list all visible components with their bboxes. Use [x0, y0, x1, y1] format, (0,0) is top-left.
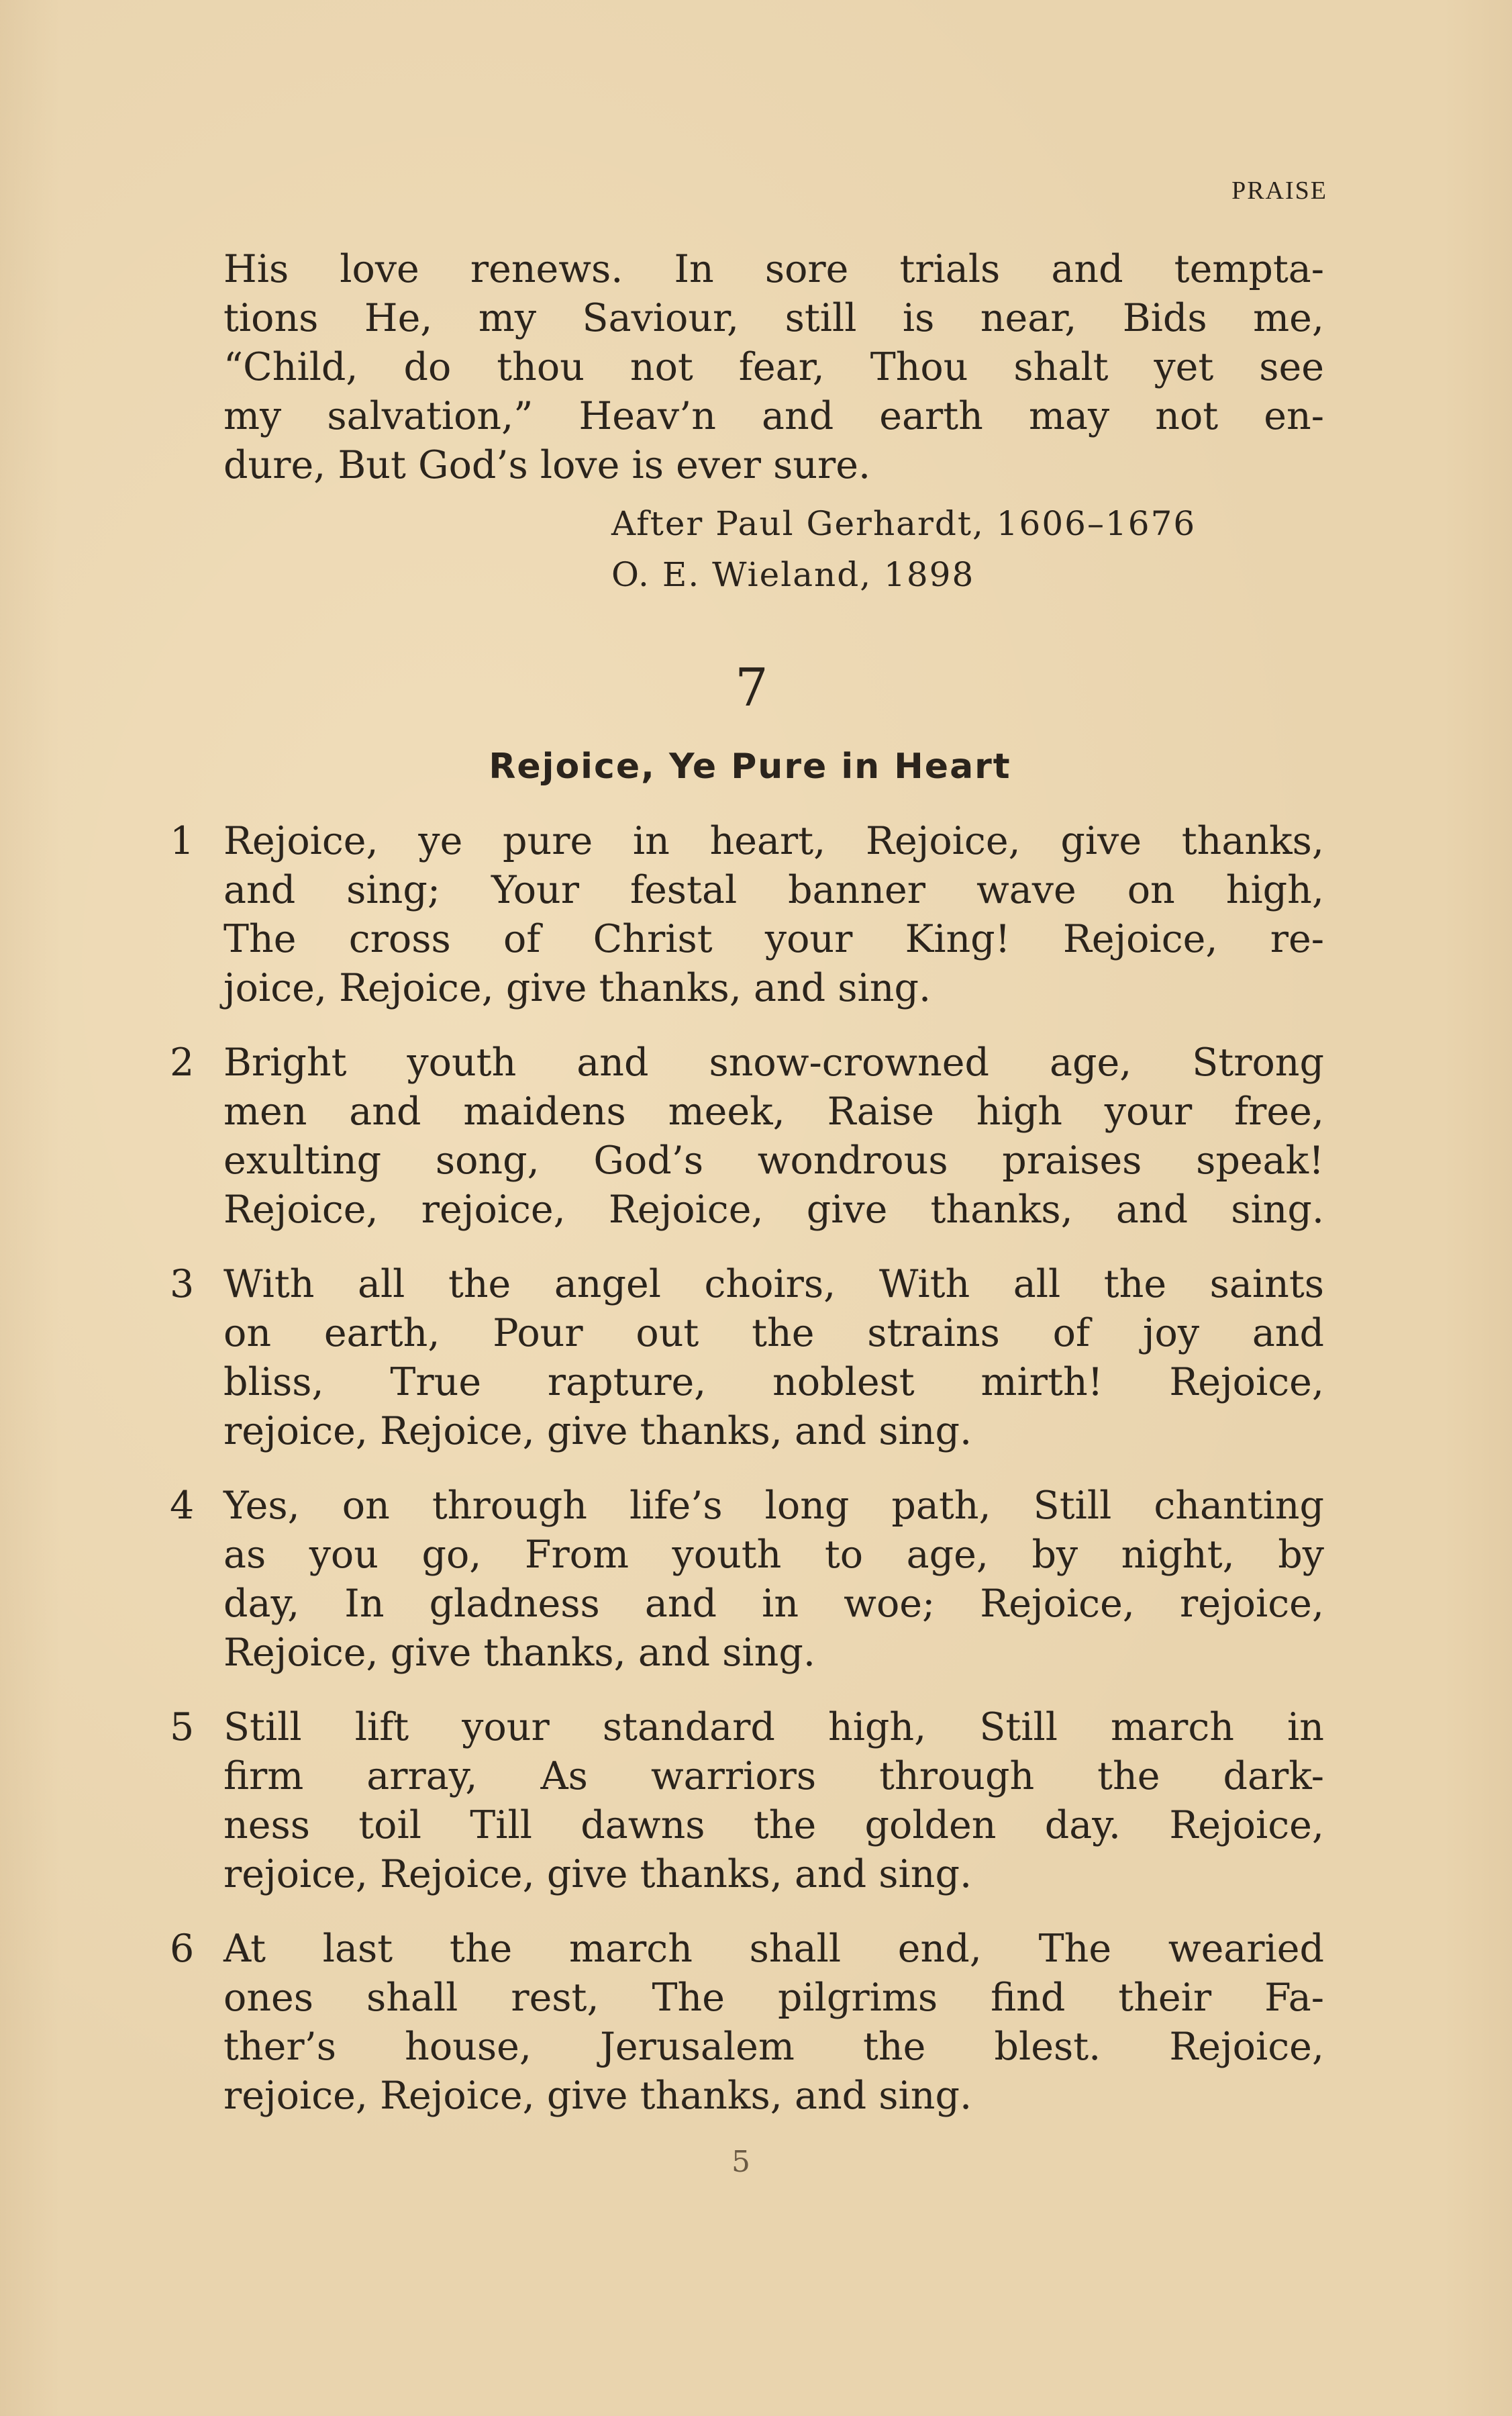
hymn-number: 7 — [735, 658, 768, 718]
text-line: day, In gladness and in woe; Rejoice, rejoice, — [223, 1582, 1324, 1626]
translator-credit: O. E. Wieland, 1898 — [611, 555, 975, 594]
text-line: Rejoice, ye pure in heart, Rejoice, give thanks, — [223, 819, 1324, 863]
verse-number: 4 — [170, 1484, 195, 1528]
text-line: Bright youth and snow-crowned age, Strong — [223, 1041, 1324, 1085]
stanza-4 — [170, 1482, 1324, 1678]
stanza-1 — [170, 817, 1324, 1013]
author-credit: After Paul Gerhardt, 1606–1676 — [611, 504, 1197, 543]
text-line: bliss, True rapture, noblest mirth! Rejoice, — [223, 1360, 1324, 1404]
hymn-title: Rejoice, Ye Pure in Heart — [489, 746, 1011, 787]
text-line: “Child, do thou not fear, Thou shalt yet see — [223, 345, 1324, 389]
text-line: With all the angel choirs, With all the saints — [223, 1262, 1324, 1306]
text-line: rejoice, Rejoice, give thanks, and sing. — [223, 1409, 972, 1453]
text-line: Still lift your standard high, Still march in — [223, 1705, 1324, 1749]
stanza-2 — [170, 1038, 1324, 1235]
text-line: Yes, on through life’s long path, Still chanting — [223, 1484, 1324, 1528]
text-line: Rejoice, rejoice, Rejoice, give thanks, and sing. — [223, 1188, 1324, 1232]
verse-number: 2 — [170, 1041, 195, 1085]
verse-number: 6 — [170, 1927, 195, 1971]
text-line: His love renews. In sore trials and tempta- — [223, 247, 1324, 291]
text-line: exulting song, God’s wondrous praises speak! — [223, 1139, 1324, 1183]
verse-number: 1 — [170, 819, 195, 863]
stanza-5 — [170, 1703, 1324, 1899]
text-line: Rejoice, give thanks, and sing. — [223, 1631, 815, 1675]
text-line: tions He, my Saviour, still is near, Bids me, — [223, 296, 1324, 340]
page-number: 5 — [732, 2145, 750, 2179]
text-line: joice, Rejoice, give thanks, and sing. — [223, 966, 931, 1010]
verse-number: 3 — [170, 1262, 195, 1306]
text-line: on earth, Pour out the strains of joy and — [223, 1311, 1324, 1355]
text-line: rejoice, Rejoice, give thanks, and sing. — [223, 1852, 972, 1896]
stanza-3 — [170, 1260, 1324, 1456]
text-line: ones shall rest, The pilgrims find their Fa- — [223, 1976, 1324, 2020]
text-line: ther’s house, Jerusalem the blest. Rejoice, — [223, 2025, 1324, 2069]
text-line: ness toil Till dawns the golden day. Rejoice, — [223, 1803, 1324, 1847]
text-line: and sing; Your festal banner wave on high, — [223, 868, 1324, 912]
running-header: PRAISE — [1231, 177, 1327, 205]
stanza-6 — [170, 1925, 1324, 2121]
verse-number: 5 — [170, 1705, 195, 1749]
attribution — [611, 498, 1196, 600]
text-line: At last the march shall end, The wearied — [223, 1927, 1324, 1971]
text-line: The cross of Christ your King! Rejoice, re- — [223, 917, 1324, 961]
text-line: rejoice, Rejoice, give thanks, and sing. — [223, 2074, 972, 2118]
text-line: as you go, From youth to age, by night, by — [223, 1533, 1324, 1577]
text-line: men and maidens meek, Raise high your free, — [223, 1090, 1324, 1134]
text-line: firm array, As warriors through the dark- — [223, 1754, 1324, 1798]
previous-hymn-ending — [223, 245, 1324, 490]
text-line: my salvation,” Heav’n and earth may not en- — [223, 394, 1324, 438]
text-line: dure, But God’s love is ever sure. — [223, 443, 871, 487]
